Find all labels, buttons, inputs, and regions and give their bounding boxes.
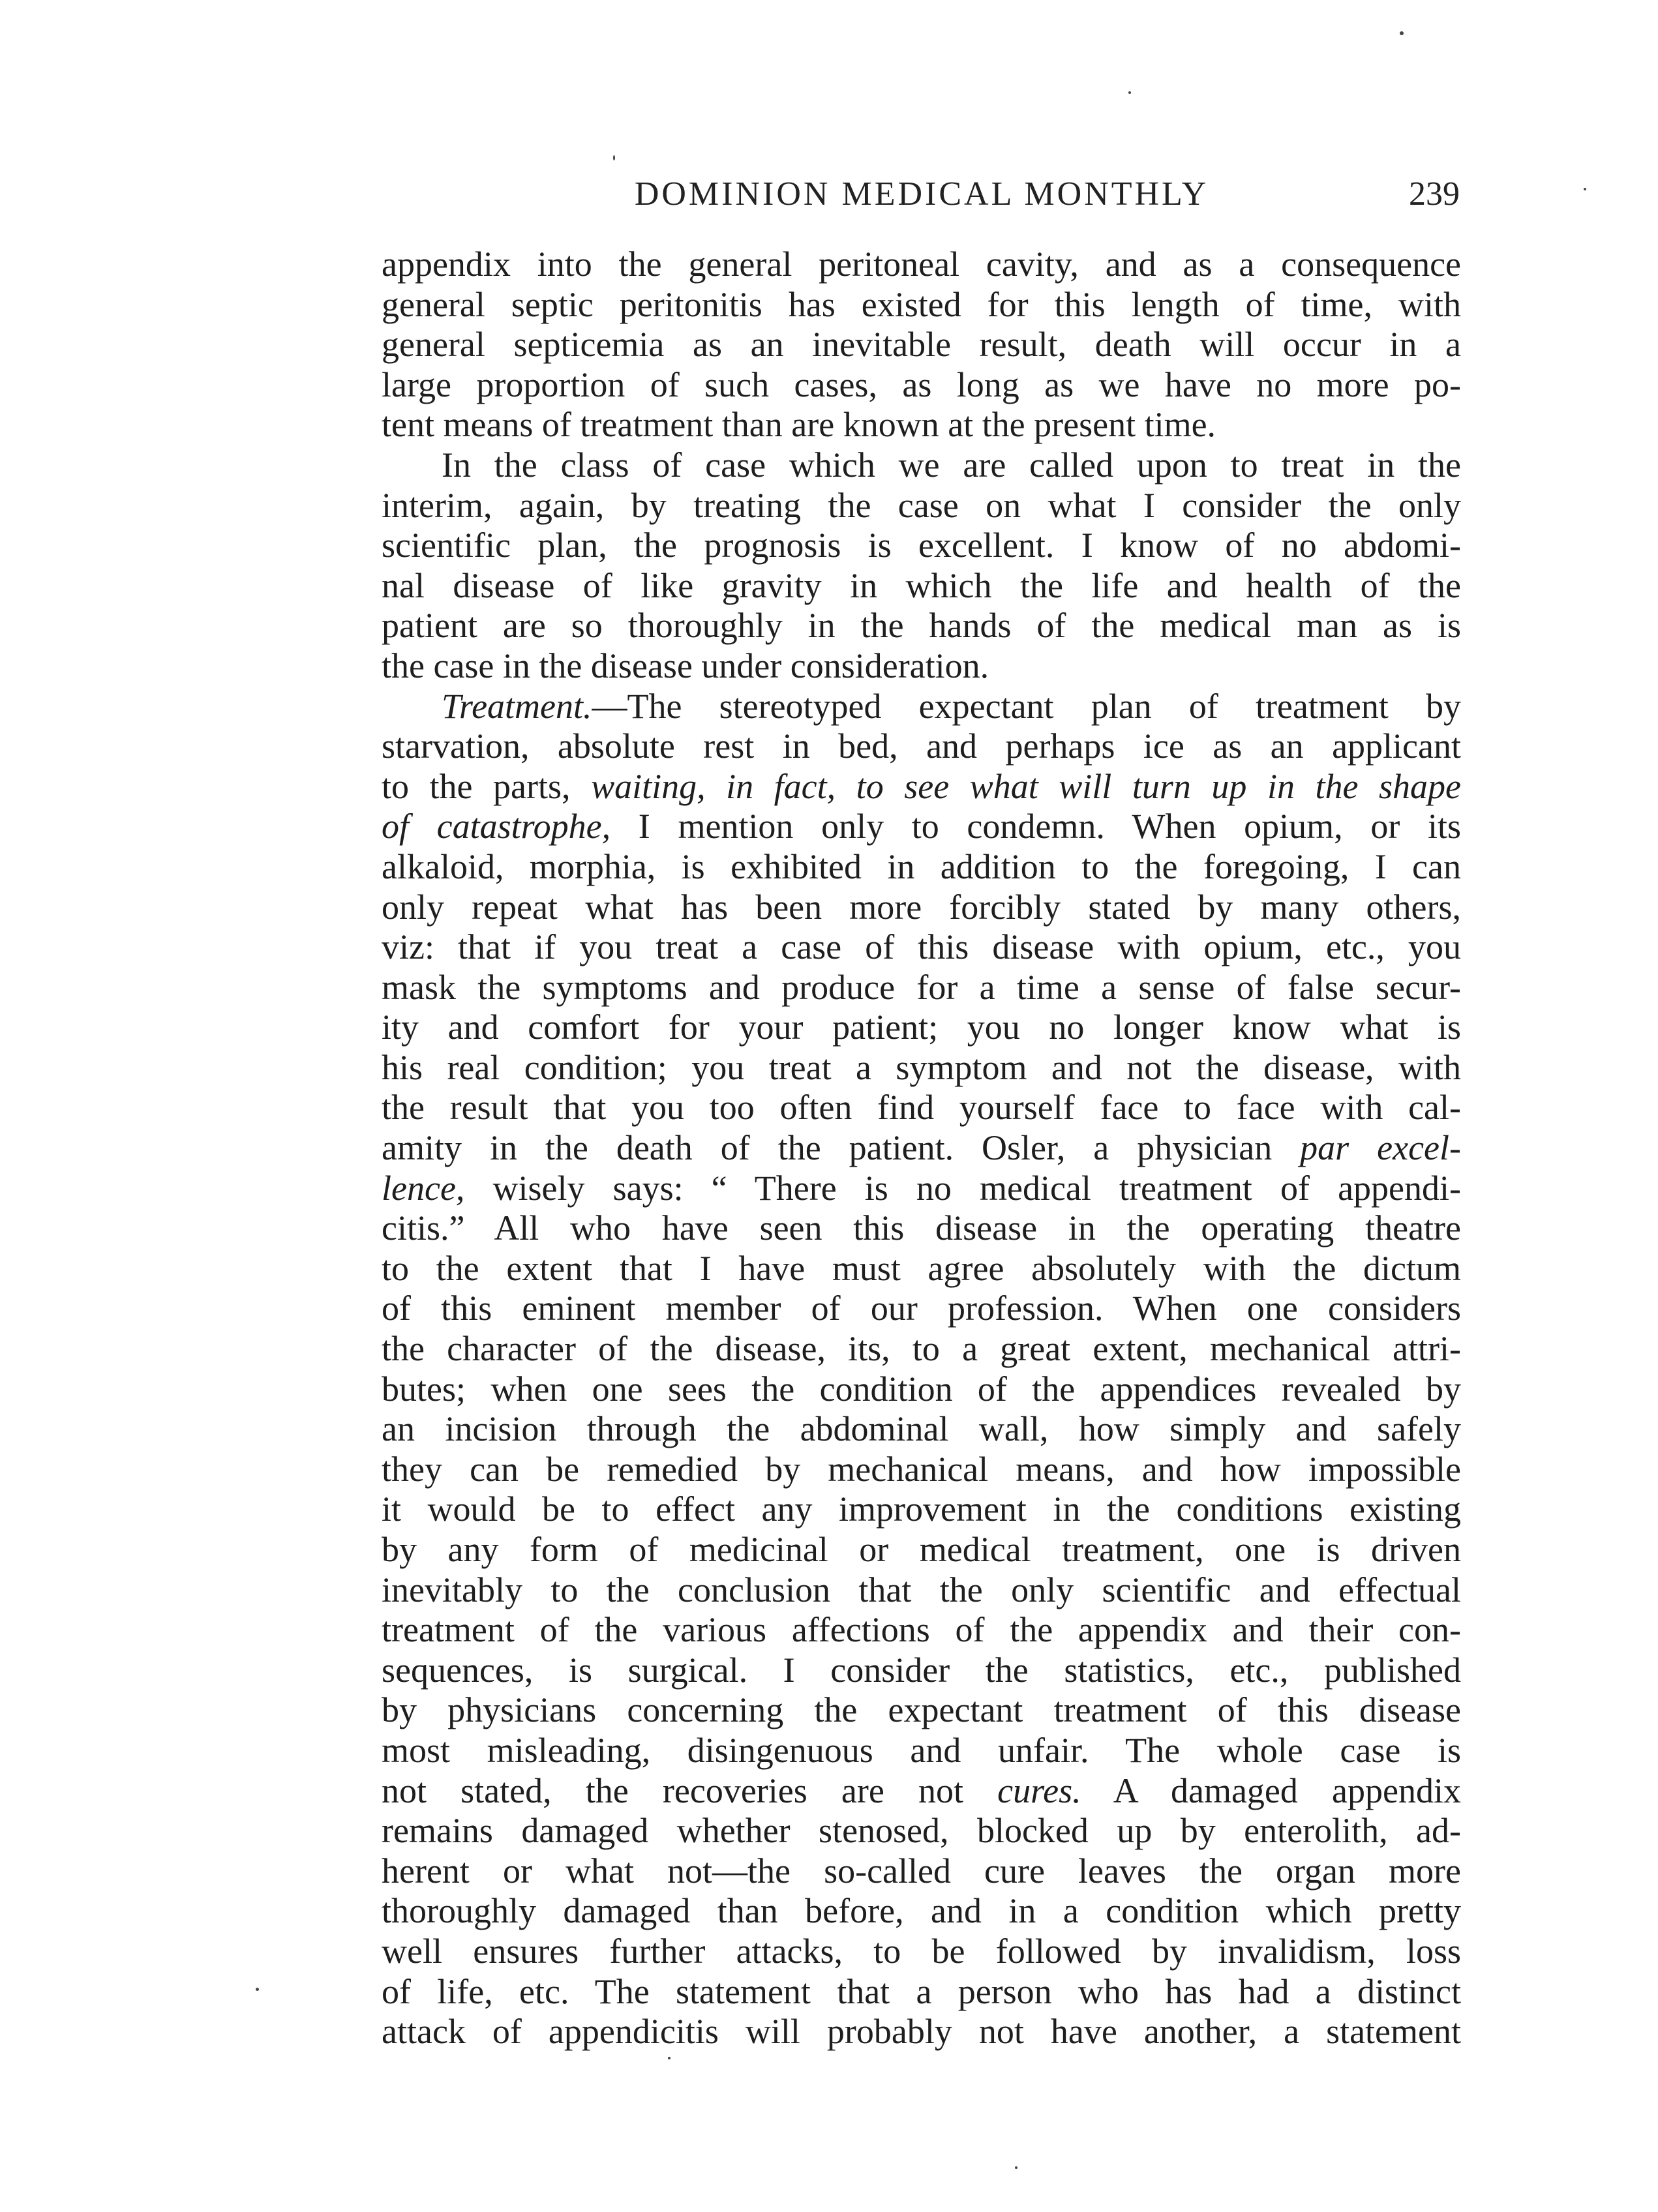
text-line: citis.” All who have seen this disease in the operating theatre	[382, 1208, 1461, 1248]
text-run: to the parts,	[382, 766, 592, 806]
text-line: his real condition; you treat a symptom and not the disease, with	[382, 1047, 1461, 1087]
text-line: it would be to effect any improvement in the conditions existing	[382, 1489, 1461, 1529]
text-run: I mention only to condemn. When opium, or its	[610, 807, 1461, 846]
scan-speck	[613, 155, 615, 160]
text-line: general septic peritonitis has existed for this length of time, with	[382, 284, 1461, 324]
italic-run: cures.	[997, 1771, 1081, 1810]
text-line: mask the symptoms and produce for a time a sense of false secur-	[382, 967, 1461, 1007]
text-line	[382, 1128, 1461, 1169]
scan-speck	[1584, 188, 1586, 190]
text-line	[382, 767, 1461, 807]
paragraph-3	[382, 687, 1461, 2052]
text-line	[382, 687, 1461, 727]
text-line: of life, etc. The statement that a person who has had a distinct	[382, 1971, 1461, 2011]
text-line	[382, 1771, 1461, 1812]
text-line: they can be remedied by mechanical means, and how impossible	[382, 1449, 1461, 1489]
scan-speck	[1400, 31, 1404, 35]
text-line: sequences, is surgical. I consider the statistics, etc., published	[382, 1650, 1461, 1690]
text-line: thoroughly damaged than before, and in a condition which pretty	[382, 1891, 1461, 1931]
text-line: the result that you too often find yourself face to face with cal-	[382, 1088, 1461, 1128]
text-line: general septicemia as an inevitable result, death will occur in a	[382, 325, 1461, 365]
scan-speck	[256, 1988, 259, 1991]
italic-run: lence,	[382, 1168, 465, 1208]
scan-speck	[1015, 2166, 1017, 2169]
text-run: amity in the death of the patient. Osler, a physician	[382, 1128, 1301, 1168]
section-heading: Treatment.	[442, 686, 592, 726]
text-line	[382, 807, 1461, 847]
text-line: tent means of treatment than are known at the present time.	[382, 405, 1216, 445]
text-line: In the class of case which we are called upon to treat in the	[442, 445, 1461, 485]
text-line: only repeat what has been more forcibly stated by many others,	[382, 887, 1461, 927]
text-run: —The stereotyped expectant plan of treatment by	[592, 686, 1461, 726]
text-run: A damaged appendix	[1081, 1771, 1461, 1810]
text-line: the case in the disease under consideration.	[382, 646, 989, 685]
text-line: butes; when one sees the condition of the appendices revealed by	[382, 1369, 1461, 1409]
text-line: scientific plan, the prognosis is excellent. I know of no abdomi-	[382, 526, 1461, 565]
italic-run: waiting, in fact, to see what will turn up in the shape	[591, 766, 1461, 806]
scan-speck	[668, 2057, 671, 2059]
paragraph-1	[382, 245, 1461, 445]
page-header	[384, 168, 1460, 220]
text-line: large proportion of such cases, as long as we have no more po-	[382, 365, 1461, 404]
italic-run: of catastrophe,	[382, 807, 611, 846]
page-number: 239	[1409, 175, 1460, 213]
text-line: remains damaged whether stenosed, blocked up by enterolith, ad-	[382, 1811, 1461, 1851]
text-line: starvation, absolute rest in bed, and perhaps ice as an applicant	[382, 726, 1461, 766]
text-line: treatment of the various affections of the appendix and their con-	[382, 1610, 1461, 1650]
text-line: appendix into the general peritoneal cavity, and as a consequence	[382, 245, 1461, 284]
text-line: an incision through the abdominal wall, how simply and safely	[382, 1409, 1461, 1449]
running-title: DOMINION MEDICAL MONTHLY	[634, 175, 1209, 213]
text-line: herent or what not—the so-called cure leaves the organ more	[382, 1851, 1461, 1891]
text-line: alkaloid, morphia, is exhibited in addition to the foregoing, I can	[382, 846, 1461, 886]
text-line: interim, again, by treating the case on what I consider the only	[382, 485, 1461, 525]
text-line: the character of the disease, its, to a great extent, mechanical attri-	[382, 1329, 1461, 1369]
text-line: patient are so thoroughly in the hands of the medical man as is	[382, 606, 1461, 646]
italic-run: par excel-	[1300, 1128, 1462, 1168]
text-line: well ensures further attacks, to be followed by invalidism, loss	[382, 1931, 1461, 1971]
text-line: by any form of medicinal or medical treatment, one is driven	[382, 1530, 1461, 1569]
text-line: to the extent that I have must agree absolutely with the dictum	[382, 1248, 1461, 1288]
text-line: nal disease of like gravity in which the life and health of the	[382, 565, 1461, 605]
text-line	[382, 1169, 1461, 1209]
text-line: most misleading, disingenuous and unfair. The whole case is	[382, 1730, 1461, 1770]
article-body	[382, 245, 1461, 2052]
text-line: inevitably to the conclusion that the only scientific and effectual	[382, 1570, 1461, 1609]
text-line: by physicians concerning the expectant treatment of this disease	[382, 1690, 1461, 1730]
scan-speck	[1128, 91, 1131, 94]
text-line: of this eminent member of our profession. When one considers	[382, 1289, 1461, 1328]
text-run: wisely says: “ There is no medical treatment of appendi-	[464, 1168, 1461, 1208]
paragraph-2	[382, 445, 1461, 687]
text-line: attack of appendicitis will probably not have another, a statement	[382, 2012, 1461, 2052]
text-run: not stated, the recoveries are not	[382, 1771, 998, 1810]
text-line: ity and comfort for your patient; you no longer know what is	[382, 1008, 1461, 1047]
text-line: viz: that if you treat a case of this disease with opium, etc., you	[382, 927, 1461, 967]
